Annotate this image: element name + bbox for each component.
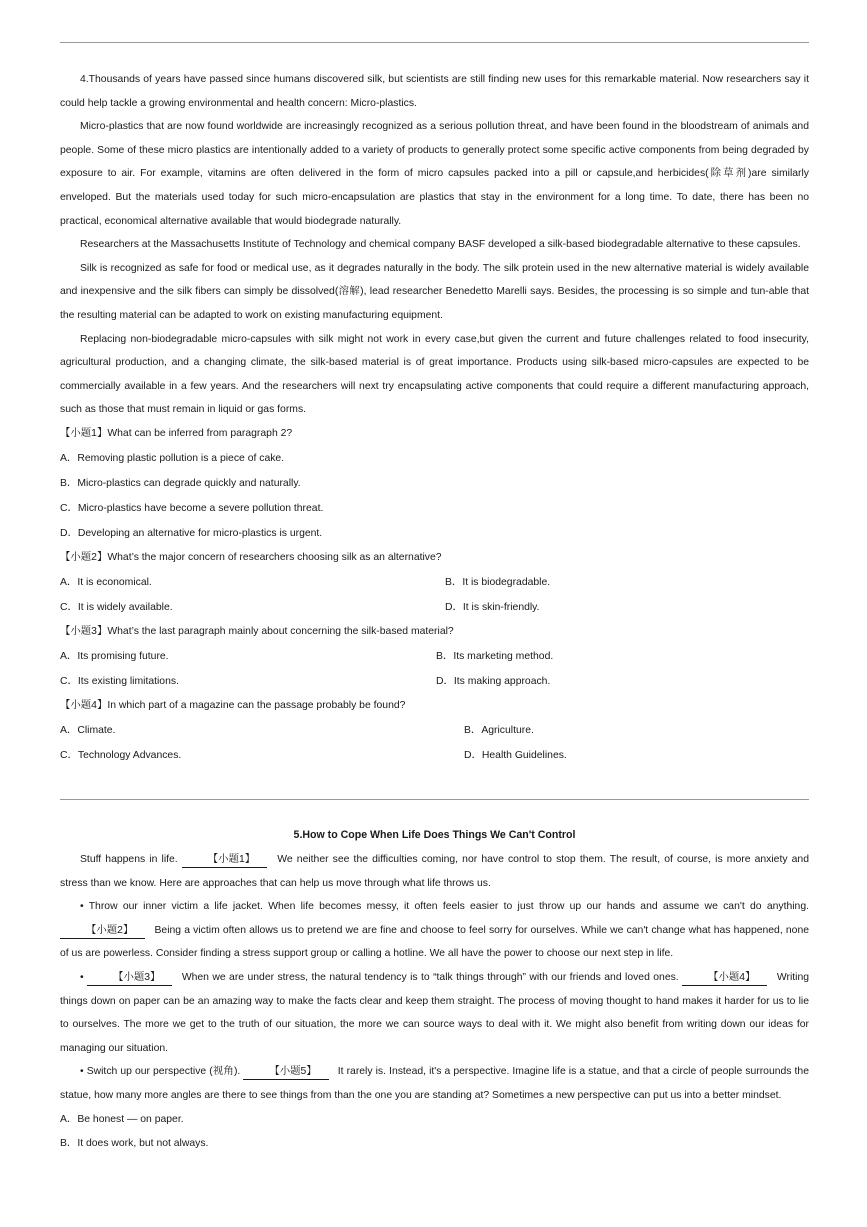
q4-q3-option-c[interactable]: C．Its existing limitations.: [60, 675, 179, 687]
q5-p2-text-2: Being a victim often allows us to pretend we are fine and choose to feel sorry for ourselves. While we can't change what has happened, none of us are powerless. Consider finding a stress support group or calling a hotline. We all have the power to choose our next step in life.: [60, 924, 809, 960]
q4-q2-option-c[interactable]: C．It is widely available.: [60, 601, 173, 613]
q5-p4-text-1: • Switch up our perspective (视角).: [80, 1066, 244, 1078]
q4-q2-option-b[interactable]: B．It is biodegradable.: [445, 576, 551, 588]
q5-p3-text-2: Writing things down on paper can be an amazing way to make the facts clear and keep them straight. The process of moving thought to hand makes it harder for us to lie to ourselves. The more we get to the truth of our situation, the more we can source ways to deal with it. We might also benefit from writing down our ideas for managing our situation.: [60, 971, 810, 1054]
top-divider: [60, 42, 809, 43]
q4-q1-option-b[interactable]: B．Micro-plastics can degrade quickly and naturally.: [60, 477, 301, 489]
q5-option-b[interactable]: B．It does work, but not always.: [60, 1137, 209, 1149]
q4-paragraph-4: Silk is recognized as safe for food or medical use, as it degrades naturally in the body. The silk protein used in the new alternative material is widely available and inexpensive and the silk fibers can simply be dissolved(溶解), lead researcher Benedetto Marelli says. Besides, the processing is so simple and tun-able that the resulting material can be adapted to work on existing manufacturing equipment.: [60, 262, 809, 321]
q4-q3-option-d[interactable]: D．Its making approach.: [436, 675, 551, 687]
blank-5[interactable]: 【小题5】: [243, 1065, 328, 1080]
q4-q1-option-c[interactable]: C．Micro-plastics have become a severe pollution threat.: [60, 502, 324, 514]
q5-paragraph-1: [60, 848, 809, 895]
q4-paragraph-5: Replacing non-biodegradable micro-capsules with silk might not work in every case,but given the current and future challenges related to food insecurity, agricultural production, and a changing climate, the silk-based material is of great importance. Products using silk-based micro-capsules are expected to be commercially available in a few years. And the researchers will next try encapsulating active components that could require a different manufacturing approach, such as those that must remain in liquid or gas forms.: [60, 333, 809, 416]
q5-p3-text-1: When we are under stress, the natural tendency is to “talk things through” with our friends and loved ones.: [178, 971, 683, 983]
q5-p1-text-2: We neither see the difficulties coming, nor have control to stop them. The result, of course, is more anxiety and stress than we know. Here are approaches that can help us move through what life throws us.: [60, 854, 809, 889]
q5-paragraph-3: [60, 966, 809, 1060]
q4-paragraph-3: Researchers at the Massachusetts Institute of Technology and chemical company BASF developed a silk-based biodegradable alternative to these capsules.: [80, 239, 801, 251]
q4-q2-option-a[interactable]: A．It is economical.: [60, 576, 152, 588]
q5-title: 5.How to Cope When Life Does Things We Can't Control: [293, 829, 576, 841]
q4-question-2: 【小题2】What’s the major concern of researchers choosing silk as an alternative?: [60, 551, 442, 563]
q5-passage: [60, 848, 809, 1156]
q4-question-1: 【小题1】What can be inferred from paragraph 2?: [60, 427, 293, 439]
blank-4[interactable]: 【小题4】: [682, 971, 767, 986]
q5-option-a[interactable]: A．Be honest — on paper.: [60, 1113, 184, 1125]
q4-q1-option-a[interactable]: A．Removing plastic pollution is a piece of cake.: [60, 452, 285, 464]
q4-q4-option-b[interactable]: B．Agriculture.: [464, 724, 534, 736]
q4-q3-options-row-2: [60, 669, 809, 694]
q4-paragraph-1: 4.Thousands of years have passed since humans discovered silk, but scientists are still finding new uses for this remarkable material. Now researchers say it could help tackle a growing environmental and health concern: Micro-plastics.: [60, 74, 809, 109]
middle-divider: [60, 799, 809, 800]
q4-q3-option-b[interactable]: B．Its marketing method.: [436, 650, 554, 662]
blank-3[interactable]: 【小题3】: [87, 971, 172, 986]
q4-q4-option-d[interactable]: D．Health Guidelines.: [464, 749, 567, 761]
q5-p2-text-1: • Throw our inner victim a life jacket. When life becomes messy, it often feels easier to just throw up our hands and assume we can't do anything.: [80, 901, 809, 913]
q4-passage: [60, 68, 809, 768]
q4-q2-option-d[interactable]: D．It is skin-friendly.: [445, 601, 540, 613]
q4-q4-option-a[interactable]: A．Climate.: [60, 724, 116, 736]
q4-q4-options-row-1: [60, 718, 809, 743]
q4-question-3: 【小题3】What’s the last paragraph mainly about concerning the silk-based material?: [60, 625, 454, 637]
blank-2[interactable]: 【小题2】: [60, 924, 145, 939]
q4-q2-options-row-1: [60, 570, 809, 595]
q4-q3-option-a[interactable]: A．Its promising future.: [60, 650, 169, 662]
q4-q1-option-d[interactable]: D．Developing an alternative for micro-plastics is urgent.: [60, 527, 323, 539]
q4-q2-options-row-2: [60, 595, 809, 620]
q4-q4-options-row-2: [60, 743, 809, 768]
q4-paragraph-2: Micro-plastics that are now found worldwide are increasingly recognized as a serious pollution threat, and have been found in the bloodstream of animals and people. Some of these micro plastics are intentionally added to a variety of products to generally protect some specific active components from being degraded by exposure to air. For example, vitamins are often delivered in the form of micro capsules packed into a pill or capsule,and herbicides(除草剂)are similarly enveloped. But the materials used today for such micro-encapsulation are plastics that stay in the environment for a long time. To date, there has been no practical, economical alternative available that would biodegrade naturally.: [60, 121, 809, 227]
q5-p1-text-1: Stuff happens in life.: [80, 854, 182, 865]
q5-p3-bullet: •: [80, 971, 88, 983]
q4-q3-options-row-1: [60, 644, 809, 669]
q4-question-4: 【小题4】In which part of a magazine can the passage probably be found?: [60, 699, 406, 711]
q5-p4-text-2: It rarely is. Instead, it's a perspective. Imagine life is a statue, and that a circle of people surrounds the statue, how many more angles are there to see things from than the one you are standing at? Sometimes a new perspective can put us into a better mindset.: [60, 1066, 809, 1101]
q5-paragraph-2: [60, 895, 809, 966]
blank-1[interactable]: 【小题1】: [182, 853, 267, 868]
q4-q4-option-c[interactable]: C．Technology Advances.: [60, 749, 182, 761]
q5-paragraph-4: [60, 1060, 809, 1107]
